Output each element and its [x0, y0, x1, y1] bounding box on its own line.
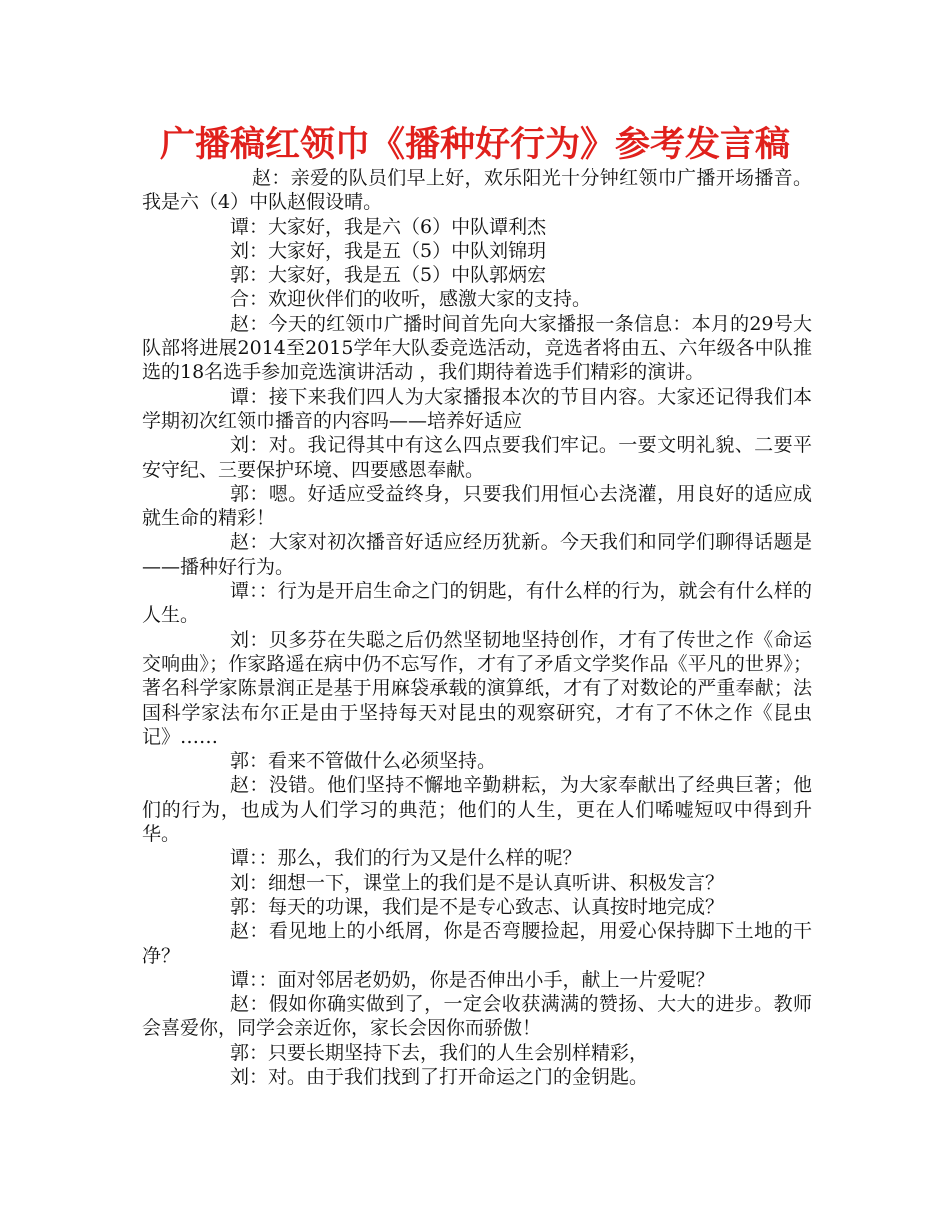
paragraph: 合：欢迎伙伴们的收听，感激大家的支持。	[230, 288, 592, 311]
paragraph: 谭：：那么，我们的行为又是什么样的呢？	[230, 847, 582, 870]
paragraph: 赵：大家对初次播音好适应经历犹新。今天我们和同学们聊得话题是——播种好行为。	[142, 531, 812, 578]
paragraph: 郭：看来不管做什么必须坚持。	[230, 750, 497, 773]
paragraph: 刘：大家好，我是五（5）中队刘锦玥	[230, 239, 547, 262]
paragraph: 赵：看见地上的小纸屑，你是否弯腰捡起，用爱心保持脚下土地的干净？	[142, 920, 812, 967]
paragraph: 刘：对。由于我们找到了打开命运之门的金钥匙。	[230, 1065, 649, 1088]
paragraph: 赵：今天的红领巾广播时间首先向大家播报一条信息：本月的29号大队部将进展2014至2015学年大队委竞选活动，竞选者将由五、六年级各中队推选的18名选手参加竞选演讲活动 ，我们期待着选手们精彩的演讲。	[142, 312, 812, 384]
paragraph: 刘：对。我记得其中有这么四点要我们牢记。一要文明礼貌、二要平安守纪、三要保护环境、四要感恩奉献。	[142, 434, 812, 481]
paragraph: 郭：大家好，我是五（5）中队郭炳宏	[230, 264, 547, 287]
paragraph: 谭：接下来我们四人为大家播报本次的节目内容。大家还记得我们本学期初次红领巾播音的内容吗——培养好适应	[142, 385, 812, 432]
paragraph: 郭：只要长期坚持下去，我们的人生会别样精彩，	[230, 1041, 649, 1064]
paragraph: 郭：每天的功课，我们是不是专心致志、认真按时地完成？	[230, 895, 725, 918]
paragraph: 郭：嗯。好适应受益终身，只要我们用恒心去浇灌，用良好的适应成就生命的精彩！	[142, 482, 812, 530]
paragraph: 赵：亲爱的队员们早上好，欢乐阳光十分钟红领巾广播开场播音。我是六（4）中队赵假设晴。	[142, 167, 812, 214]
paragraph: 谭：：行为是开启生命之门的钥匙，有什么样的行为，就会有什么样的人生。	[142, 580, 812, 627]
document-body	[142, 166, 812, 1089]
document-title: 广播稿红领巾《播种好行为》参考发言稿	[159, 125, 790, 165]
paragraph: 赵：没错。他们坚持不懈地辛勤耕耘，为大家奉献出了经典巨著；他们的行为，也成为人们学习的典范；他们的人生，更在人们唏嘘短叹中得到升华。	[142, 774, 812, 846]
paragraph: 谭：：面对邻居老奶奶，你是否伸出小手，献上一片爱呢？	[230, 968, 715, 991]
paragraph: 赵：假如你确实做到了，一定会收获满满的赞扬、大大的进步。教师会喜爱你，同学会亲近你，家长会因你而骄傲！	[142, 993, 812, 1040]
paragraph: 刘：贝多芬在失聪之后仍然坚韧地坚持创作，才有了传世之作《命运交响曲》；作家路遥在病中仍不忘写作，才有了矛盾文学奖作品《平凡的世界》；著名科学家陈景润正是基于用麻袋承载的演算纸，才有了对数论的严重奉献；法国科学家法布尔正是由于坚持每天对昆虫的观察研究，才有了不休之作《昆虫记》……	[142, 628, 812, 748]
paragraph: 刘：细想一下，课堂上的我们是不是认真听讲、积极发言？	[230, 871, 725, 894]
paragraph: 谭：大家好，我是六（6）中队谭利杰	[230, 215, 547, 238]
